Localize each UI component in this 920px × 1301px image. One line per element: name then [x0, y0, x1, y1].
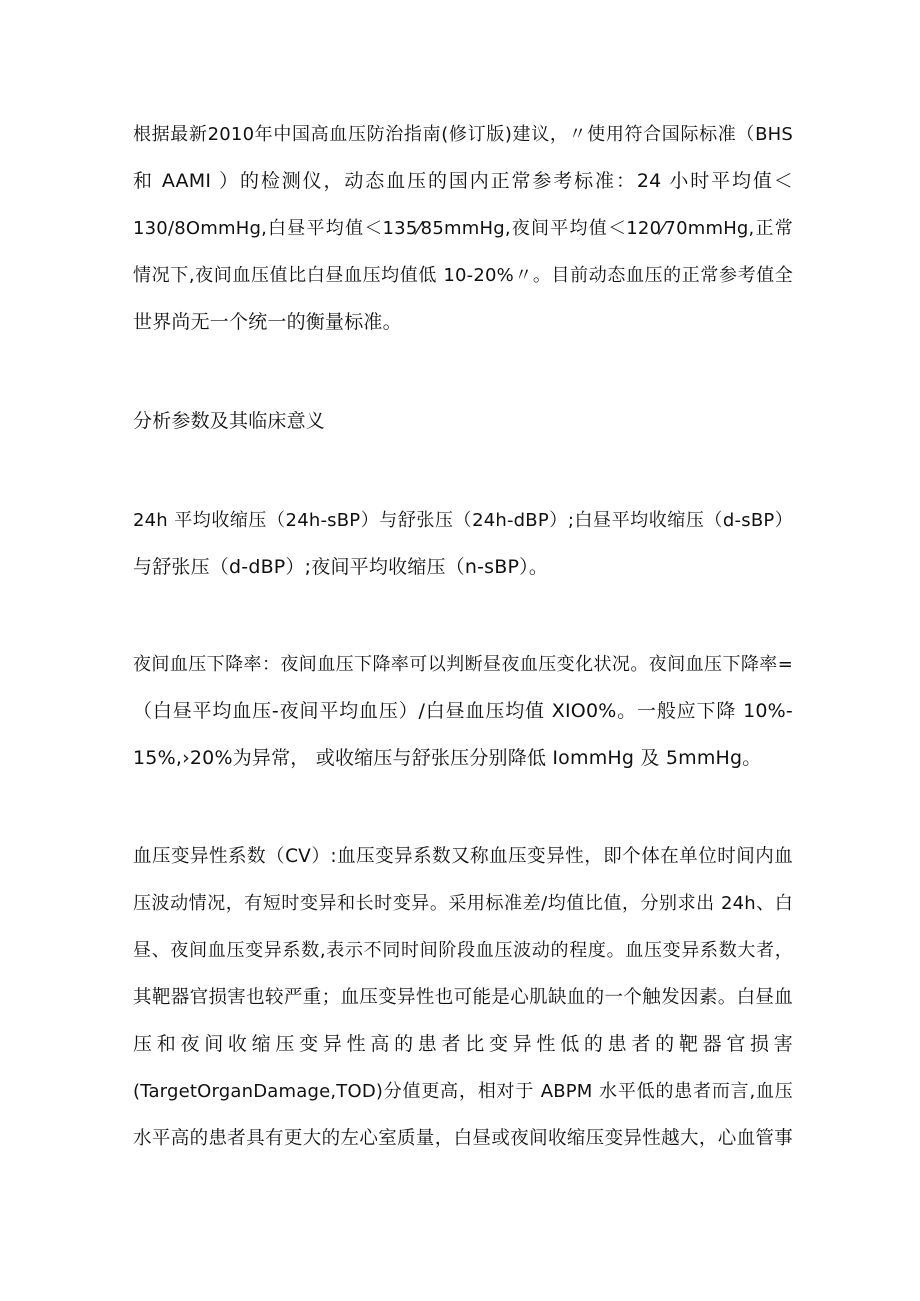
text-line: 与舒张压（d-dBP）;夜间平均收缩压（n-sBP）。	[133, 556, 549, 578]
text-line: 24h 平均收缩压（24h-sBP）与舒张压（24h-dBP）;白昼平均收缩压（d-sBP）	[133, 510, 793, 531]
text-line: 130/8OmmHg,白昼平均值＜135⁄85mmHg,夜间平均值＜120⁄70mmHg,正常	[133, 218, 793, 239]
paragraph-average-pressures	[133, 497, 793, 591]
text-line: 血压变异性系数（CV）:血压变异系数又称血压变异性，即个体在单位时间内血	[133, 846, 793, 867]
text-line: 其靶器官损害也较严重；血压变异性也可能是心肌缺血的一个触发因素。白昼血	[133, 987, 793, 1008]
text-line: 水平高的患者具有更大的左心室质量，白昼或夜间收缩压变异性越大，心血管事	[133, 1128, 793, 1149]
text-line: 15%,›20%为异常， 或收缩压与舒张压分别降低 IommHg 及 5mmHg。	[133, 747, 762, 769]
text-line: 根据最新2010年中国高血压防治指南(修订版)建议，〃使用符合国际标准（BHS	[133, 124, 793, 145]
section-heading	[133, 398, 793, 445]
text-line: (TargetOrganDamage,TOD)分值更高，相对于 ABPM 水平低的患者而言,血压	[133, 1081, 793, 1102]
text-line: 昼、夜间血压变异系数,表示不同时间阶段血压波动的程度。血压变异系数大者，	[133, 940, 793, 961]
text-line: 压和夜间收缩压变异性高的患者比变异性低的患者的靶器官损害	[133, 1033, 793, 1055]
paragraph-bp-variability	[133, 833, 793, 1162]
paragraph-nocturnal-dip-rate	[133, 641, 793, 782]
heading-text: 分析参数及其临床意义	[133, 410, 326, 432]
text-line: 情况下,夜间血压值比白昼血压均值低 10-20%〃。目前动态血压的正常参考值全	[133, 265, 793, 286]
text-line: （白昼平均血压-夜间平均血压）/白昼血压均值 XIO0%。一般应下降 10%-	[133, 700, 793, 722]
text-line: 和 AAMI ）的检测仪，动态血压的国内正常参考标准：24 小时平均值＜	[133, 170, 793, 192]
text-line: 世界尚无一个统一的衡量标准。	[133, 311, 402, 333]
paragraph-bp-reference-standard	[133, 111, 793, 346]
text-line: 压波动情况，有短时变异和长时变异。采用标准差/均值比值，分别求出 24h、白	[133, 893, 793, 914]
text-line: 夜间血压下降率：夜间血压下降率可以判断昼夜血压变化状况。夜间血压下降率=	[133, 654, 793, 675]
